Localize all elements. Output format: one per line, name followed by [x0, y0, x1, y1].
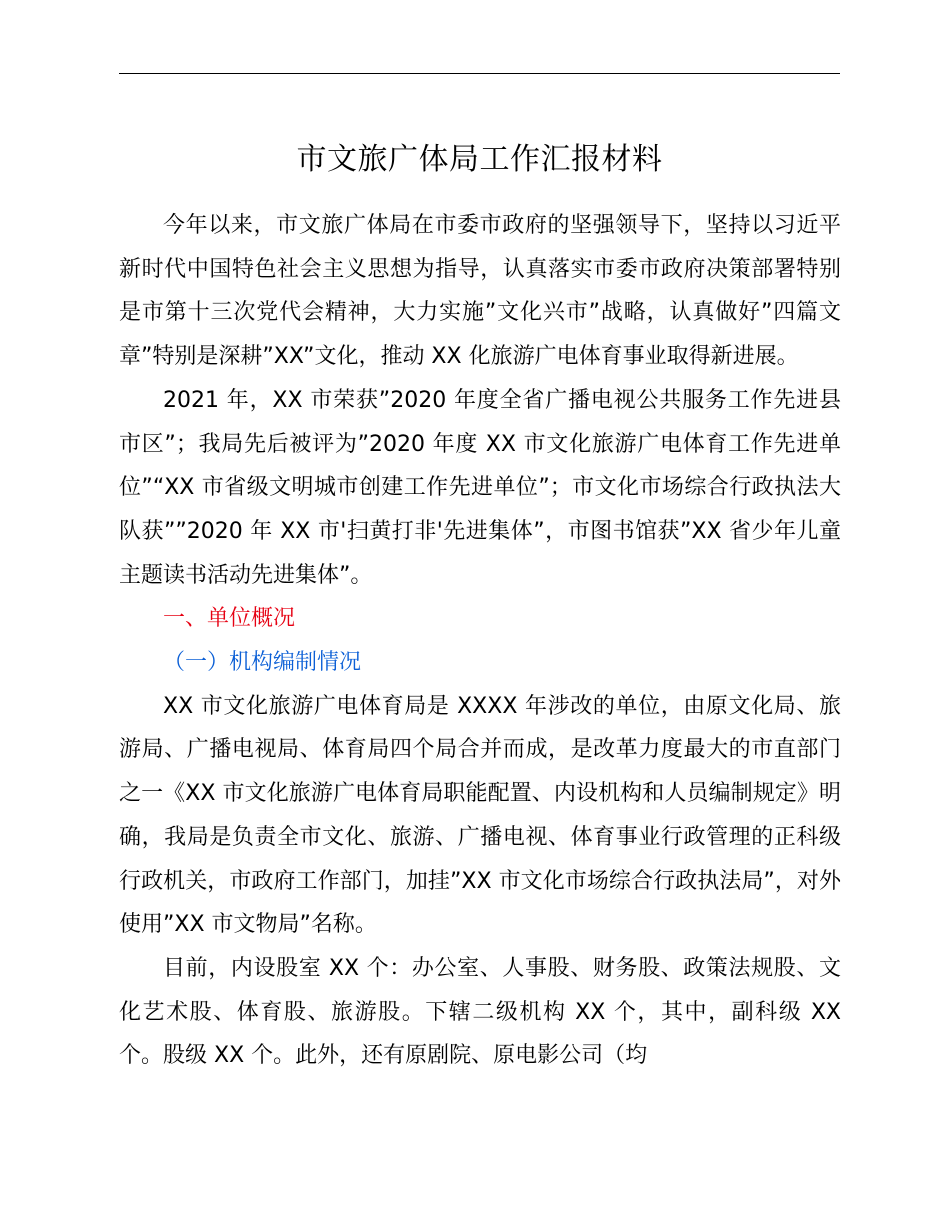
awards-paragraph: 2021 年，XX 市荣获”2020 年度全省广播电视公共服务工作先进县市区”；我局先后被评为”2020 年度 XX 市文化旅游广电体育工作先进单位”“XX 市省级文明城市创建工作先进单位”；市文化市场综合行政执法大队获””2020 年 XX 市'扫黄打非'先进集体”，市图书馆获”XX 省少年儿童主题读书活动先进集体”。 — [119, 387, 841, 588]
document-title: 市文旅广体局工作汇报材料 — [296, 142, 663, 177]
organization-paragraph: XX 市文化旅游广电体育局是 XXXX 年涉改的单位，由原文化局、旅游局、广播电视局、体育局四个局合并而成，是改革力度最大的市直部门之一《XX 市文化旅游广电体育局职能配置、内设机构和人员编制规定》明确，我局是负责全市文化、旅游、广播电视、体育事业行政管理的正科级行政机关，市政府工作部门，加挂”XX 市文化市场综合行政执法局”，对外使用”XX 市文物局”名称。 — [119, 693, 841, 938]
subsection-heading-organization: （一）机构编制情况 — [163, 650, 362, 676]
section-heading-unit-overview: 一、单位概况 — [163, 606, 296, 632]
departments-paragraph: 目前，内设股室 XX 个：办公室、人事股、财务股、政策法规股、文化艺术股、体育股、旅游股。下辖二级机构 XX 个，其中，副科级 XX 个。股级 XX 个。此外，还有原剧院、原电影公司（均 — [119, 955, 841, 1069]
intro-paragraph: 今年以来，市文旅广体局在市委市政府的坚强领导下，坚持以习近平新时代中国特色社会主义思想为指导，认真落实市委市政府决策部署特别是市第十三次党代会精神，大力实施”文化兴市”战略，认真做好”四篇文章”特别是深耕”XX”文化，推动 XX 化旅游广电体育事业取得新进展。 — [119, 213, 841, 370]
header-rule — [119, 73, 840, 74]
document-body — [119, 204, 841, 1078]
